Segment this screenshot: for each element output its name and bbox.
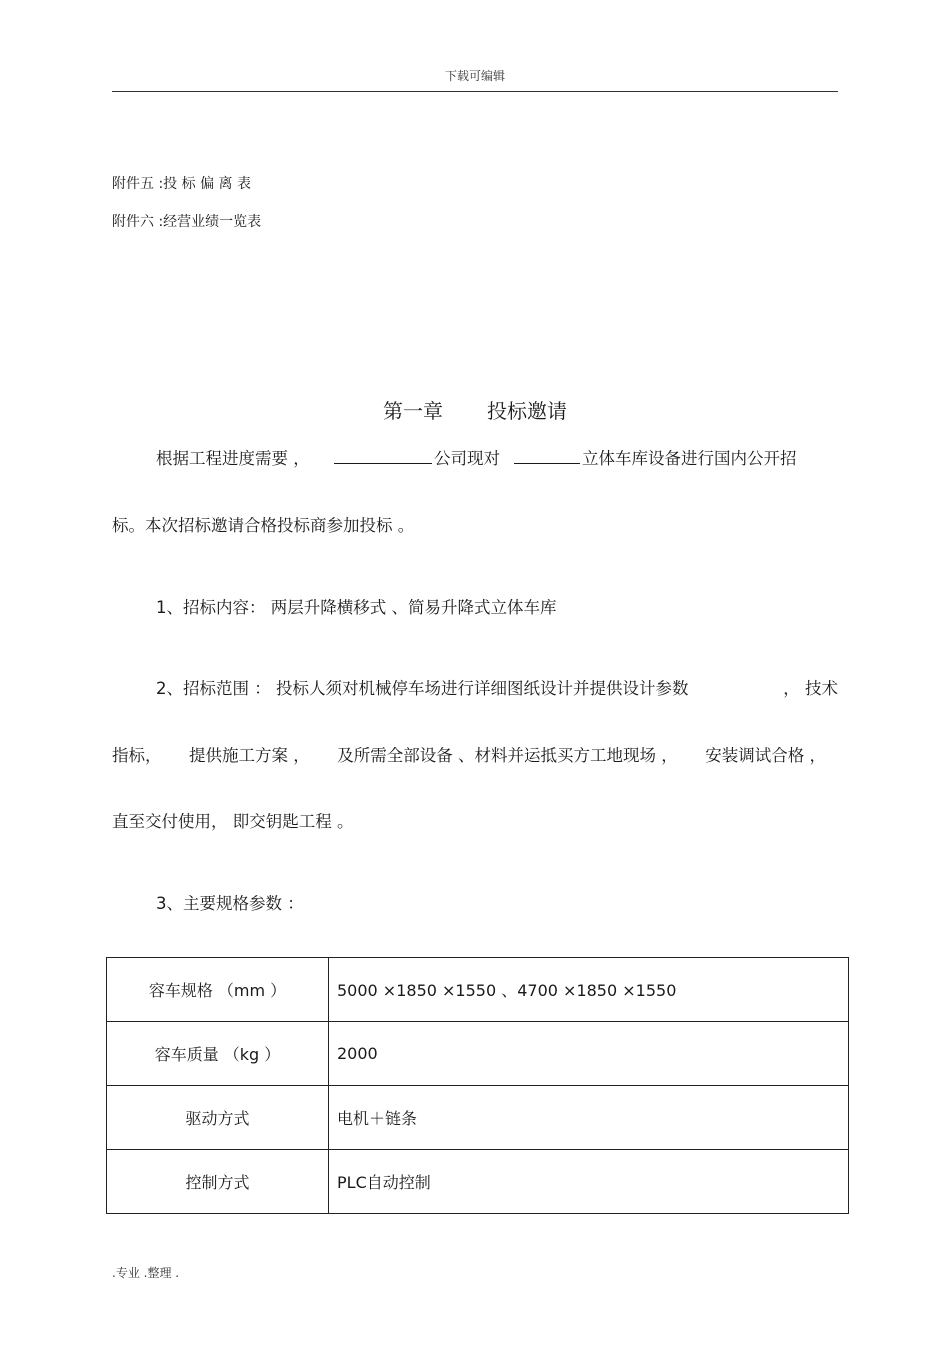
- item-2-line-3: 直至交付使用， 即交钥匙工程 。: [112, 812, 354, 831]
- company-blank: [334, 445, 432, 464]
- spec-value: PLC自动控制: [329, 1150, 849, 1214]
- spec-label: 容车质量 （kg ）: [107, 1022, 329, 1086]
- item-2-seg-1: 指标，: [112, 746, 162, 765]
- item-2-seg-3: 及所需全部设备 、材料并运抵买方工地现场 ，: [337, 746, 678, 765]
- intro-part-3: 立体车库设备进行国内公开招: [582, 449, 797, 468]
- spec-value: 5000 ×1850 ×1550 、4700 ×1850 ×1550: [329, 958, 849, 1022]
- spec-label: 容车规格 （mm ）: [107, 958, 329, 1022]
- spec-value: 2000: [329, 1022, 849, 1086]
- intro-part-1: 根据工程进度需要 ，: [156, 449, 310, 468]
- item-2-part-a: 2、招标范围 ： 投标人须对机械停车场进行详细图纸设计并提供设计参数: [156, 679, 689, 698]
- item-2-seg-4: 安装调试合格 ，: [705, 746, 826, 765]
- chapter-number: 第一章: [383, 399, 443, 423]
- project-blank: [514, 445, 580, 464]
- page-header: 下载可编辑: [444, 69, 505, 83]
- item-2-seg-2: 提供施工方案 ，: [189, 746, 310, 765]
- spec-value: 电机＋链条: [329, 1086, 849, 1150]
- item-2-line-1: [156, 675, 838, 699]
- page-footer: .专业 .整理 .: [112, 1266, 180, 1280]
- chapter-heading: [0, 395, 950, 424]
- table-row: [107, 1022, 849, 1086]
- spec-label: 驱动方式: [107, 1086, 329, 1150]
- item-2-part-b: ， 技术: [783, 679, 838, 698]
- item-1-content: 1、招标内容： 两层升降横移式 、简易升降式立体车库: [156, 598, 557, 617]
- intro-part-2: 公司现对: [434, 449, 500, 468]
- chapter-title: 投标邀请: [487, 399, 567, 423]
- spec-table: [106, 957, 849, 1214]
- item-3-heading: 3、主要规格参数 ：: [156, 894, 304, 913]
- item-2-line-2: [112, 742, 826, 766]
- attachment-5-label: 附件五 :投 标 偏 离 表: [112, 176, 251, 192]
- table-row: [107, 1086, 849, 1150]
- table-row: [107, 1150, 849, 1214]
- spec-label: 控制方式: [107, 1150, 329, 1214]
- table-row: [107, 958, 849, 1022]
- intro-line-2: 标。本次招标邀请合格投标商参加投标 。: [112, 516, 415, 535]
- header-divider: [112, 91, 838, 92]
- attachment-6-label: 附件六 :经营业绩一览表: [112, 214, 262, 230]
